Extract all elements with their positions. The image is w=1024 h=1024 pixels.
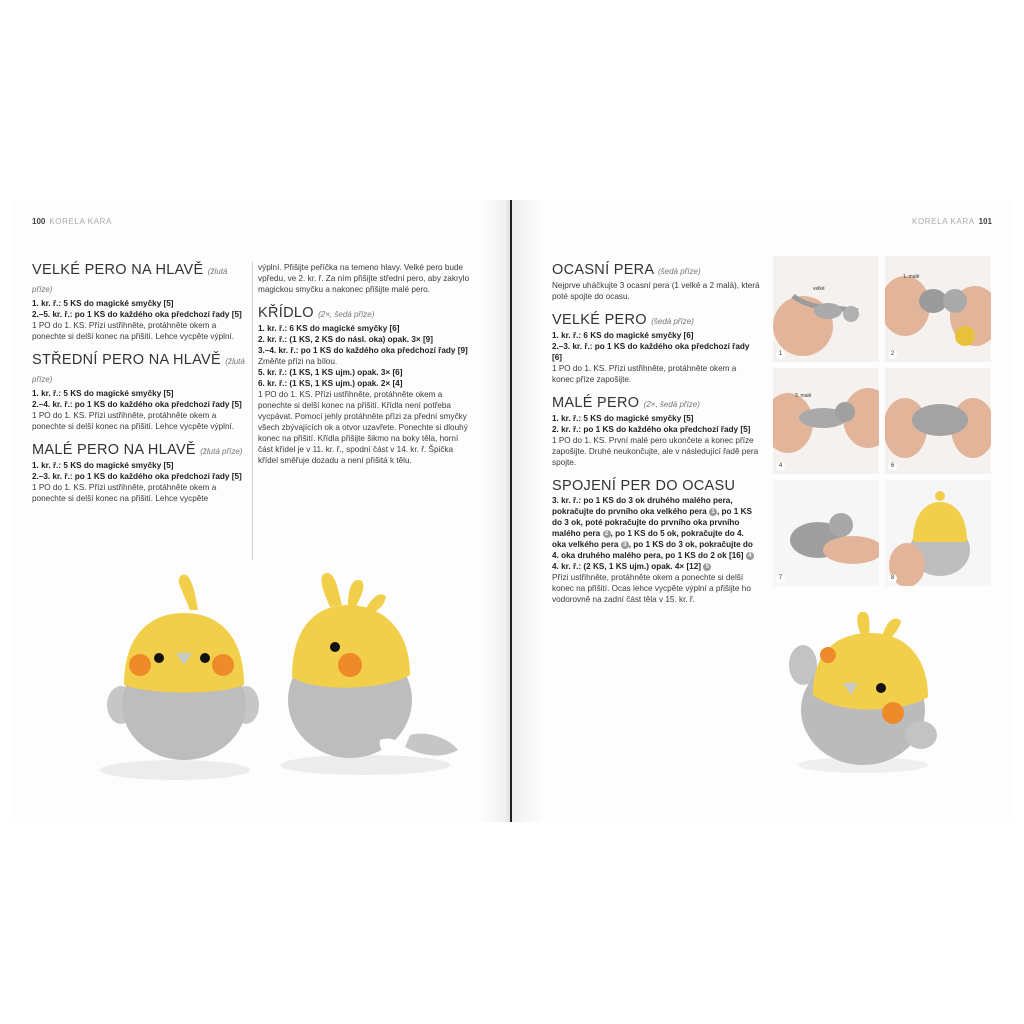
continued-text: výplní. Přišijte peříčka na temeno hlavy. Velké pero bude vpředu, ve 2. kr. ř. Za ním přišijte střední pero, aby zakrylo magickou smyčku a nakonec přišijte malé pero. <box>258 263 470 294</box>
column-divider <box>252 262 253 560</box>
velke-heading: VELKÉ PERO (šedá příze) <box>552 312 694 328</box>
label-velke: velké <box>813 286 825 292</box>
ocasni-heading: OCASNÍ PERA (šedá příze) <box>552 262 701 278</box>
right-running-title: KORELA KARA <box>912 217 975 226</box>
velke-pero-row2: 2.–5. kr. ř.: po 1 KS do každého oka předchozí řady [5] <box>32 310 242 319</box>
step-badge-4: 4 <box>746 552 754 560</box>
right-column <box>552 262 760 605</box>
velke-pero-row1: 1. kr. ř.: 5 KS do magické smyčky [5] <box>32 299 174 308</box>
step-number-6: 8 <box>888 574 897 583</box>
step-photo-4 <box>885 368 991 474</box>
step-photo-3 <box>773 368 879 474</box>
stredni-pero-text: 1 PO do 1. KS. Přízi ustřihněte, protáhněte okem a ponechte si delší konec na přišití. Lehce vycpěte výplní. <box>32 411 235 431</box>
book-spread <box>10 200 1014 822</box>
left-running-title: KORELA KARA <box>49 217 112 226</box>
label-2-male: 2. malé <box>795 393 812 399</box>
bird-side <box>288 573 458 758</box>
kridlo-row2: 2. kr. ř.: (1 KS, 2 KS do násl. oka) opak. 3× [9] <box>258 335 433 344</box>
male-pero-row2: 2.–3. kr. ř.: po 1 KS do každého oka předchozí řady [5] <box>32 472 242 481</box>
left-column-2 <box>258 262 472 466</box>
kridlo-heading: KŘÍDLO (2×, šedá příze) <box>258 305 375 321</box>
male-pero-heading: MALÉ PERO NA HLAVĚ (žlutá příze) <box>32 442 243 458</box>
left-column-1 <box>32 262 246 504</box>
label-1-male: 1. malé <box>903 274 920 280</box>
spojeni-row3: 3. kr. ř.: po 1 KS do 3 ok druhého malého pera, pokračujte do prvního oka velkého pera 1 , po 1 KS do 3 ok, poté pokračujte do prvního oka prvního malého pera 2 , po 1 KS do 5 ok, pokračujte do 4. oka velkého pera 3 , po 1 KS do 3 ok, pokračujte do 4. oka druhého malého pera, po 1 KS do 2 ok [16] 4 <box>552 496 753 560</box>
finished-cockatiel-photo <box>783 605 948 775</box>
step-number-1: 1 <box>776 350 785 359</box>
kridlo-row3: 3.–4. kr. ř.: po 1 KS do každého oka předchozí řady [9] <box>258 346 468 355</box>
step-badge-3: 3 <box>621 541 629 549</box>
male-text: 1 PO do 1. KS. První malé pero ukončete a konec příze zapošijte. Druhé neukončujte, ale v následující řadě pera spojte. <box>552 436 759 467</box>
velke-pero-heading: VELKÉ PERO NA HLAVĚ (žlutá příze) <box>32 262 228 294</box>
step-number-2: 2 <box>888 350 897 359</box>
step-photo-6 <box>885 480 991 586</box>
spojeni-heading: SPOJENÍ PER DO OCASU <box>552 478 736 494</box>
step-photo-2 <box>885 256 991 362</box>
male-row2: 2. kr. ř.: po 1 KS do každého oka předchozí řady [5] <box>552 425 751 434</box>
step-number-3: 4 <box>776 462 785 471</box>
velke-text: 1 PO do 1. KS. Přízi ustřihněte, protáhněte okem a konec příze zapošijte. <box>552 364 737 384</box>
page-fold <box>510 200 512 822</box>
bird-front <box>107 574 259 760</box>
left-page-number: 100 <box>32 217 46 226</box>
cockatiels-photo <box>80 565 470 795</box>
velke-pero-text: 1 PO do 1. KS. Přízi ustřihněte, protáhněte okem a ponechte si delší konec na přišití. Lehce vycpěte výplní. <box>32 321 235 341</box>
step-badge-2: 2 <box>603 530 611 538</box>
stredni-pero-heading: STŘEDNÍ PERO NA HLAVĚ (žlutá příze) <box>32 352 245 384</box>
step-badge-1: 1 <box>709 508 717 516</box>
stredni-pero-row2: 2.–4. kr. ř.: po 1 KS do každého oka předchozí řady [5] <box>32 400 242 409</box>
kridlo-row6: 6. kr. ř.: (1 KS, 1 KS ujm.) opak. 2× [4] <box>258 379 403 388</box>
right-page-number: 101 <box>978 217 992 226</box>
step-photo-5 <box>773 480 879 586</box>
right-folio <box>912 217 992 226</box>
stredni-pero-row1: 1. kr. ř.: 5 KS do magické smyčky [5] <box>32 389 174 398</box>
step-photo-1 <box>773 256 879 362</box>
male-pero-row1: 1. kr. ř.: 5 KS do magické smyčky [5] <box>32 461 174 470</box>
spojeni-row4: 4. kr. ř.: (2 KS, 1 KS ujm.) opak. 4× [12] 5 <box>552 561 760 572</box>
male-row1: 1. kr. ř.: 5 KS do magické smyčky [5] <box>552 414 694 423</box>
left-folio <box>32 217 112 226</box>
step-number-4: 6 <box>888 462 897 471</box>
step-number-5: 7 <box>776 574 785 583</box>
step-badge-5: 5 <box>703 563 711 571</box>
kridlo-row1: 1. kr. ř.: 6 KS do magické smyčky [6] <box>258 324 400 333</box>
velke-row2: 2.–3. kr. ř.: po 1 KS do každého oka předchozí řady [6] <box>552 342 750 362</box>
kridlo-row5: 5. kr. ř.: (1 KS, 1 KS ujm.) opak. 3× [6] <box>258 368 403 377</box>
velke-row1: 1. kr. ř.: 6 KS do magické smyčky [6] <box>552 331 694 340</box>
kridlo-text: 1 PO do 1. KS. Přízi ustřihněte, protáhněte okem a ponechte si delší konec na přišití. Křídla není potřeba vycpávat. Pomocí jehly protáhněte přízi za přední smyčky všech zbývajících ok a otvor uzavřete. Ponechte si dlouhý konec na přišití. Křídla přišijte šikmo na boky těla, horní část křídel je v 11. kr. ř., spodní část v 14. kr. ř. Špička křídel směřuje dozadu a není přišitá k tělu. <box>258 390 468 465</box>
ocasni-text: Nejprve uháčkujte 3 ocasní pera (1 velké a 2 malá), která poté spojte do ocasu. <box>552 281 760 301</box>
male-pero-text: 1 PO do 1. KS. Přízi ustřihněte, protáhněte okem a ponechte si delší konec na přišití. Lehce vycpěte <box>32 483 217 503</box>
step-photo-grid <box>773 256 991 588</box>
male-heading: MALÉ PERO (2×, šedá příze) <box>552 395 700 411</box>
spojeni-text: Přízi ustřihněte, protáhněte okem a ponechte si delší konec na přišití. Ocas lehce vycpěte výplní a přišijte ho vodorovně na zadní část těla v 15. kr. ř. <box>552 573 751 604</box>
kridlo-change: Změňte přízi na bílou. <box>258 357 338 366</box>
